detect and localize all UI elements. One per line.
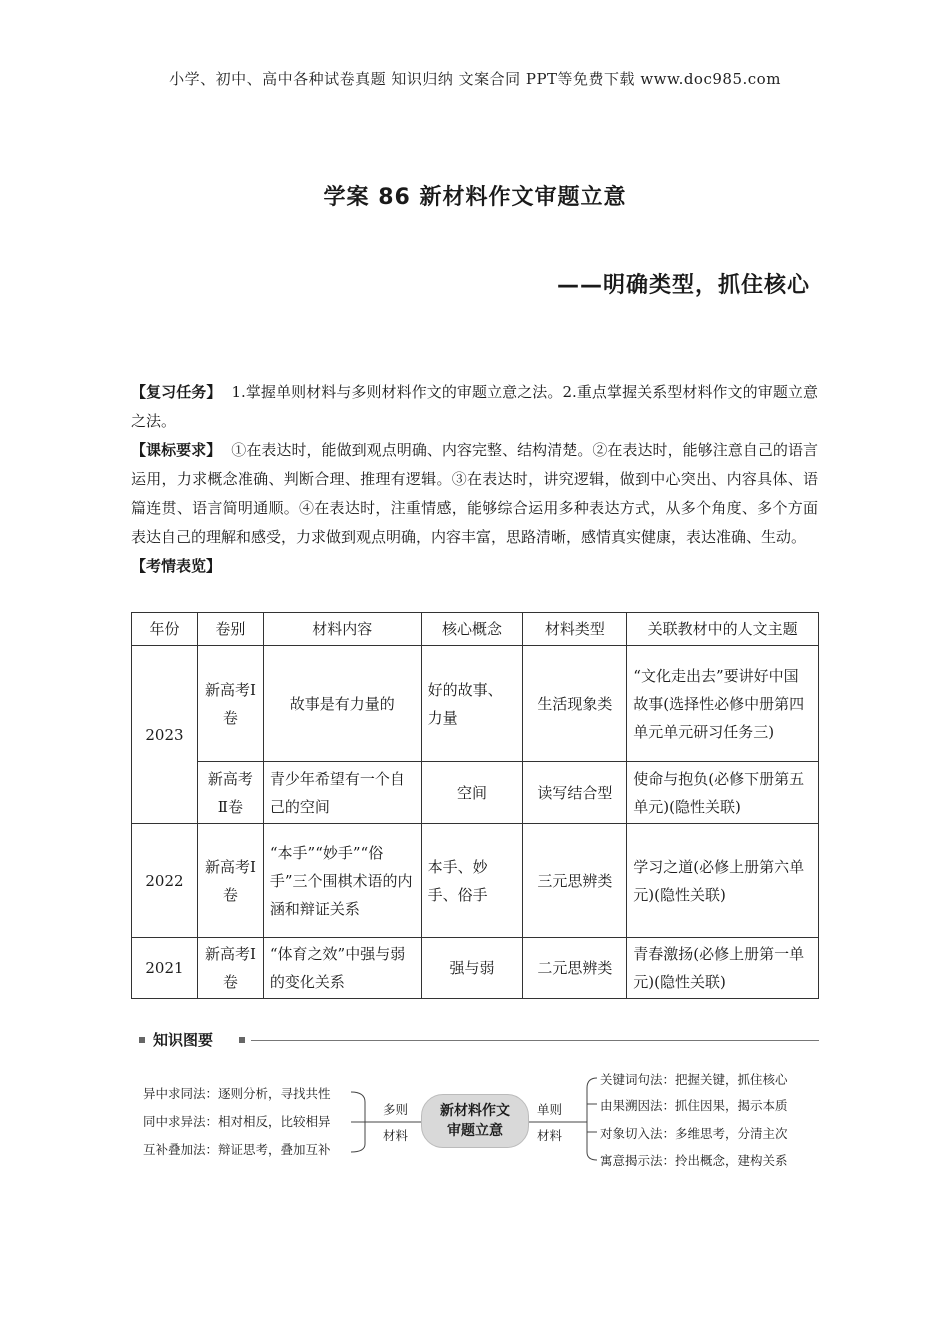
content-cell: “本手”“妙手”“俗手”三个围棋术语的内涵和辩证关系 xyxy=(263,824,421,938)
curriculum-label: 【课标要求】 xyxy=(131,441,222,459)
concept-cell: 好的故事、力量 xyxy=(421,646,523,762)
table-row xyxy=(132,762,819,824)
content-cell: 故事是有力量的 xyxy=(263,646,421,762)
type-cell: 读写结合型 xyxy=(523,762,627,824)
paper-cell: 新高考Ⅱ卷 xyxy=(197,762,263,824)
table-row xyxy=(132,646,819,762)
right-branch-label: 材料 xyxy=(537,1128,563,1143)
knowledge-mindmap xyxy=(139,1058,819,1178)
table-header-cell: 核心概念 xyxy=(421,613,523,646)
year-cell: 2023 xyxy=(132,646,198,824)
site-header: 小学、初中、高中各种试卷真题 知识归纳 文案合同 PPT等免费下载 www.doc985.com xyxy=(169,70,781,88)
page-title: 学案 86 新材料作文审题立意 xyxy=(323,185,627,210)
right-branch-label: 单则 xyxy=(537,1102,563,1117)
right-method-item: 由果溯因法：抓住因果，揭示本质 xyxy=(600,1098,788,1113)
right-method-item: 寓意揭示法：拎出概念，建构关系 xyxy=(600,1153,788,1168)
table-header-cell: 材料类型 xyxy=(523,613,627,646)
left-branch-label: 多则 xyxy=(383,1102,409,1117)
review-task-text: 1.掌握单则材料与多则材料作文的审题立意之法。2.重点掌握关系型材料作文的审题立意之法。 xyxy=(131,383,818,430)
left-method-item: 异中求同法：逐则分析，寻找共性 xyxy=(143,1086,331,1101)
left-method-item: 互补叠加法：辩证思考，叠加互补 xyxy=(143,1142,331,1157)
center-topic-line: 新材料作文 xyxy=(440,1103,510,1119)
right-method-item: 关键词句法：把握关键，抓住核心 xyxy=(600,1072,788,1087)
knowledge-map-header xyxy=(139,1030,819,1050)
center-topic-line: 审题立意 xyxy=(447,1123,503,1139)
type-cell: 生活现象类 xyxy=(523,646,627,762)
exam-overview-table xyxy=(131,612,819,999)
content-cell: “体育之效”中强与弱的变化关系 xyxy=(263,938,421,999)
content-cell: 青少年希望有一个自己的空间 xyxy=(263,762,421,824)
square-bullet-icon xyxy=(139,1037,145,1043)
review-task-label: 【复习任务】 xyxy=(131,383,222,401)
theme-cell: 使命与抱负(必修下册第五单元)(隐性关联) xyxy=(627,762,819,824)
right-method-item: 对象切入法：多维思考，分清主次 xyxy=(600,1126,788,1141)
table-header-cell: 年份 xyxy=(132,613,198,646)
paper-cell: 新高考Ⅰ卷 xyxy=(197,646,263,762)
table-row xyxy=(132,824,819,938)
square-bullet-icon xyxy=(239,1037,245,1043)
left-branch-label: 材料 xyxy=(383,1128,409,1143)
theme-cell: 青春激扬(必修上册第一单元)(隐性关联) xyxy=(627,938,819,999)
paper-cell: 新高考Ⅰ卷 xyxy=(197,938,263,999)
page-subtitle: ——明确类型，抓住核心 xyxy=(556,273,810,298)
table-row xyxy=(132,938,819,999)
curriculum-text: ①在表达时，能做到观点明确、内容完整、结构清楚。②在表达时，能够注意自己的语言运用，力求概念准确、判断合理、推理有逻辑。③在表达时，讲究逻辑，做到中心突出、内容具体、语篇连贯、语言简明通顺。④在表达时，注重情感，能够综合运用多种表达方式，从多个角度、多个方面表达自己的理解和感受，力求做到观点明确，内容丰富，思路清晰，感情真实健康，表达准确、生动。 xyxy=(131,441,818,546)
exam-overview-label: 【考情表览】 xyxy=(131,557,222,575)
table-header-cell: 材料内容 xyxy=(263,613,421,646)
divider-line xyxy=(251,1040,819,1041)
left-method-item: 同中求异法：相对相反，比较相异 xyxy=(143,1114,331,1129)
concept-cell: 本手、妙手、俗手 xyxy=(421,824,523,938)
theme-cell: “文化走出去”要讲好中国故事(选择性必修中册第四单元单元研习任务三) xyxy=(627,646,819,762)
concept-cell: 空间 xyxy=(421,762,523,824)
table-header-cell: 关联教材中的人文主题 xyxy=(627,613,819,646)
curriculum-paragraph xyxy=(131,436,818,552)
intro-section xyxy=(131,378,818,581)
year-cell: 2022 xyxy=(132,824,198,938)
table-header-cell: 卷别 xyxy=(197,613,263,646)
paper-cell: 新高考Ⅰ卷 xyxy=(197,824,263,938)
type-cell: 二元思辨类 xyxy=(523,938,627,999)
theme-cell: 学习之道(必修上册第六单元)(隐性关联) xyxy=(627,824,819,938)
review-task-paragraph xyxy=(131,378,818,436)
exam-overview-heading xyxy=(131,552,818,581)
year-cell: 2021 xyxy=(132,938,198,999)
right-bracket-line xyxy=(587,1078,597,1160)
type-cell: 三元思辨类 xyxy=(523,824,627,938)
knowledge-map-title: 知识图要 xyxy=(153,1031,214,1049)
table-header-row xyxy=(132,613,819,646)
center-topic-box xyxy=(421,1094,529,1148)
concept-cell: 强与弱 xyxy=(421,938,523,999)
